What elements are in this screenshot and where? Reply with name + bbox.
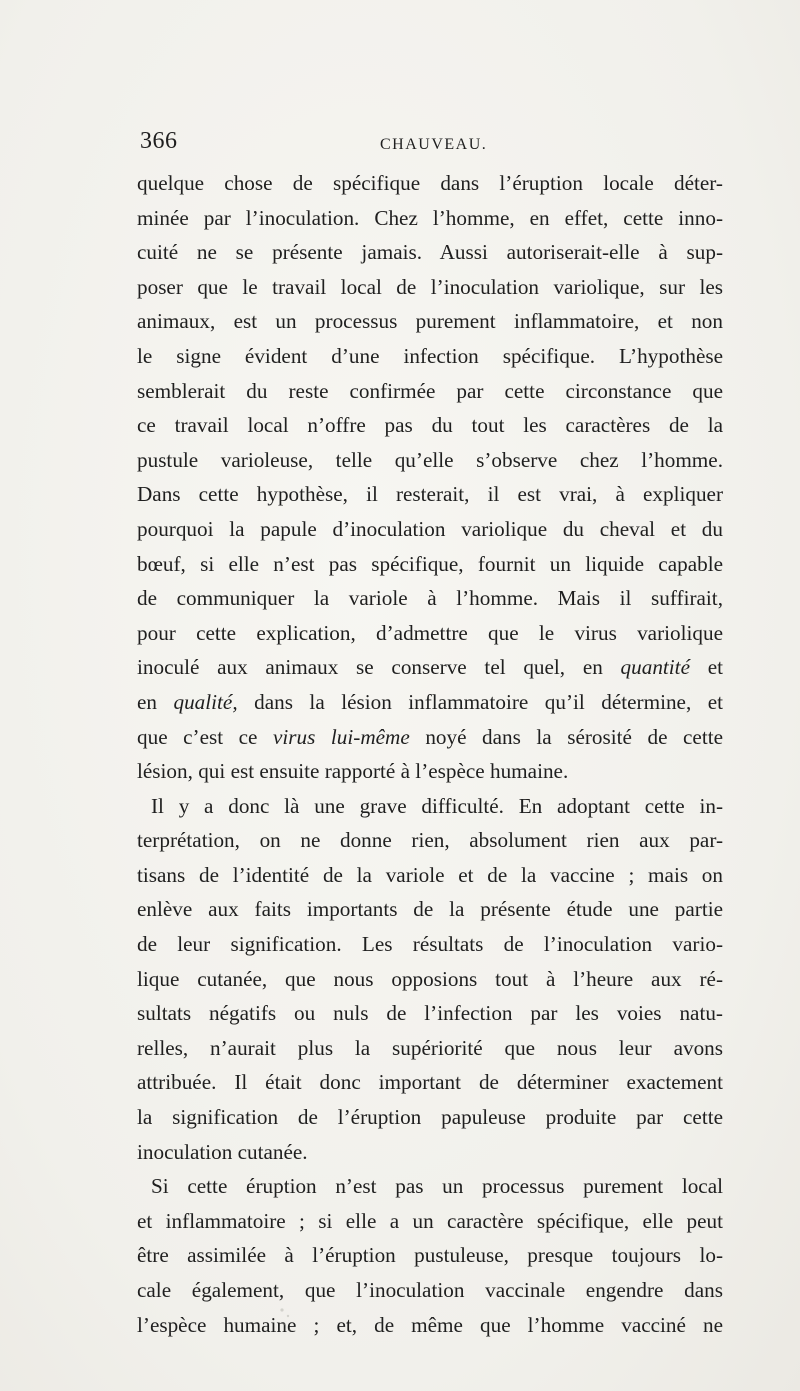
text-line: être assimilée à l’éruption pustuleuse, presque toujours lo- [137,1243,723,1268]
text-line: poser que le travail local de l’inoculation variolique, sur les [137,274,723,299]
page-number: 366 [140,128,178,154]
italic-term: virus lui-même [273,724,410,749]
text-line: animaux, est un processus purement inflammatoire, et non [137,309,723,334]
text-line: relles, n’aurait plus la supériorité que nous leur avons [137,1035,723,1060]
italic-term: qualité, [173,689,238,714]
text-line: tisans de l’identité de la variole et de la vaccine ; mais on [137,862,723,887]
text-line: pourquoi la papule d’inoculation variolique du cheval et du [137,516,723,541]
text-line: et inflammatoire ; si elle a un caractère spécifique, elle peut [137,1208,723,1233]
text-line: inoculation cutanée. [137,1139,308,1164]
text-line: lique cutanée, que nous opposions tout à l’heure aux ré- [137,966,723,991]
text-line: le signe évident d’une infection spécifique. L’hypothèse [137,343,723,368]
text-line-mixed [137,685,723,720]
page-header [140,128,722,162]
text-line: de communiquer la variole à l’homme. Mais il suffirait, [137,586,723,611]
text-run: que c’est ce [137,724,258,749]
text-line: Dans cette hypothèse, il resterait, il est vrai, à expliquer [137,482,723,507]
running-head: CHAUVEAU. [380,136,488,153]
text-line-mixed [137,650,723,685]
text-run: et [707,655,723,680]
text-line: sultats négatifs ou nuls de l’infection par les voies natu- [137,1001,723,1026]
text-line: semblerait du reste confirmée par cette circonstance que [137,378,723,403]
text-line: quelque chose de spécifique dans l’éruption locale déter- [137,171,723,195]
text-line: pour cette explication, d’admettre que le virus variolique [137,620,723,645]
text-line: terprétation, on ne donne rien, absolument rien aux par- [137,828,723,853]
paper-speck [272,1302,298,1338]
text-line: enlève aux faits importants de la présente étude une partie [137,897,723,922]
text-line: ce travail local n’offre pas du tout les caractères de la [137,413,723,438]
text-run: dans la lésion inflammatoire qu’il détermine, et [254,689,723,714]
text-line: lésion, qui est ensuite rapporté à l’espèce humaine. [137,759,569,784]
text-line: cuité ne se présente jamais. Aussi autoriserait-elle à sup- [137,240,723,265]
text-run: noyé dans la sérosité de cette [425,724,723,749]
text-run: en [137,689,157,714]
italic-term: quantité [620,655,690,680]
text-line: cale également, que l’inoculation vaccinale engendre dans [137,1278,723,1302]
text-line: de leur signification. Les résultats de l’inoculation vario- [137,932,723,957]
text-line: attribuée. Il était donc important de déterminer exactement [137,1070,723,1095]
text-line: l’espèce humaine ; et, de même que l’homme vacciné ne [137,1312,723,1337]
text-line: Si cette éruption n’est pas un processus purement local [151,1174,723,1199]
text-line-mixed [137,720,723,755]
body-text [137,166,723,1342]
text-line: bœuf, si elle n’est pas spécifique, fournit un liquide capable [137,551,723,576]
text-line: pustule varioleuse, telle qu’elle s’observe chez l’homme. [137,447,723,472]
text-line: la signification de l’éruption papuleuse produite par cette [137,1105,723,1130]
text-line: minée par l’inoculation. Chez l’homme, en effet, cette inno- [137,205,723,230]
text-run: inoculé aux animaux se conserve tel quel, en [137,655,603,680]
text-line: Il y a donc là une grave difficulté. En adoptant cette in- [151,793,723,818]
